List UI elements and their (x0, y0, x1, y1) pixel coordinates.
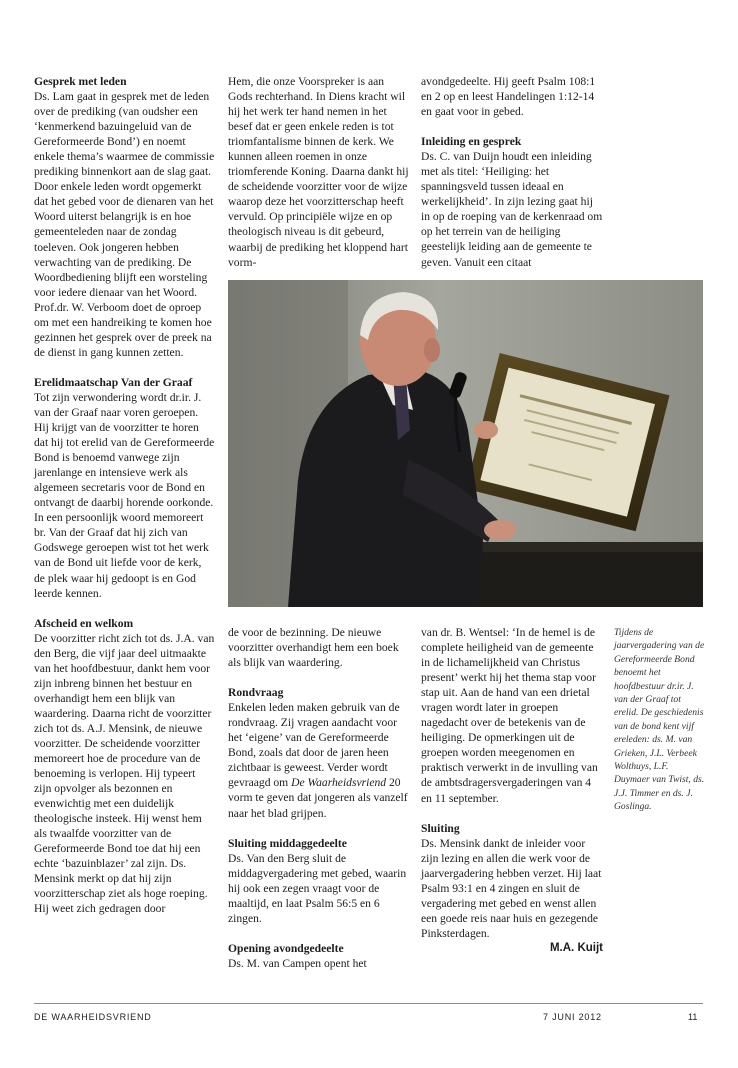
footer-rule (34, 1003, 703, 1004)
paragraph-bezinning: de voor de bezinning. De nieuwe voorzitter overhandigt hem een boek als blijk van waardering. (228, 626, 399, 670)
author-signature: M.A. Kuijt (549, 941, 603, 954)
heading-sluiting-middaggedeelte: Sluiting middaggedeelte (228, 836, 347, 850)
footer-publication: DE WAARHEIDSVRIEND (34, 1012, 152, 1022)
paragraph-gesprek-met-leden: Ds. Lam gaat in gesprek met de leden over de prediking (van oudsher een ‘kenmerkend bazuingeluid van de Gereformeerde Bond’) en noemt enkele thema’s waarmee de commissie prediking binnenkort aan de slag gaat. Door enkele leden wordt opgemerkt dat het gebed voor de dienaren van het Woord uiterst belangrijk is en hoe gemeenteleden naar de zondag toeleven. Ook jongeren hebben verwachting van de prediking. De Woordbediening blijft een worsteling voor iedere dienaar van het Woord. Prof.dr. W. Verboom doet de oproep om met een handreiking te komen hoe gezinnen het gesprek over de preek na de dienst in gang kunnen zetten. (34, 90, 215, 359)
paragraph-opening-avondgedeelte: Ds. M. van Campen opent het (228, 956, 367, 970)
heading-sluiting: Sluiting (421, 821, 460, 835)
heading-erelidmaatschap: Erelidmaatschap Van der Graaf (34, 375, 193, 389)
column-3-top (421, 74, 603, 270)
paragraph-erelidmaatschap: Tot zijn verwondering wordt dr.ir. J. van der Graaf naar voren geroepen. Hij krijgt van de voorzitter te horen dat hij tot erelid van de Gereformeerde Bond is benoemd vanwege zijn jarenlange en intensieve werk als algemeen secretaris voor de Bond en ontvangt de daarbij horende oorkonde. In een persoonlijk woord memoreert br. Van der Graaf dat hij zich van Godswege geroepen wist tot het werk van de Bond uit liefde voor de kerk, de plek waar hij gedoopt is en God leerde kennen. (34, 390, 215, 600)
paragraph-rondvraag (228, 700, 409, 820)
column-3-bottom (421, 625, 603, 956)
paragraph-avondgedeelte: avondgedeelte. Hij geeft Psalm 108:1 en 2 op en leest Handelingen 1:12-14 en gaat voor in gebed. (421, 75, 596, 119)
column-2-bottom (228, 625, 409, 971)
paragraph-sluiting-middaggedeelte: Ds. Van den Berg sluit de middagvergadering met gebed, waarin hij ook een zegen vraagt voor de maaltijd, en laat Psalm 56:5 en 6 zingen. (228, 851, 407, 925)
paragraph-inleiding: Ds. C. van Duijn houdt een inleiding met als titel: ‘Heiliging: het spanningsveld tussen ideaal en werkelijkheid’. In zijn lezing gaat hij in op de roeping van de kerkenraad om op het terrein van de heiliging geestelijk leiding aan de gemeente te geven. Vanuit een citaat (421, 150, 603, 269)
heading-afscheid-en-welkom: Afscheid en welkom (34, 616, 134, 630)
rondvraag-text-a: Enkelen leden maken gebruik van de rondvraag. Zij vragen aandacht voor het ‘eigene’ van de Gereformeerde Bond, zoals dat door de jaren heen zichtbaar is geweest. Verder wordt gevraagd om (228, 701, 400, 790)
paragraph-wentsel: van dr. B. Wentsel: ‘In de hemel is de complete heiligheid van de gemeente in de lichamelijkheid van Christus present’ werkt hij het thema stap voor stap uit. Aan de hand van een drietal vragen wordt later in groepen nagedacht over de betekenis van de heiliging. De opmerkingen uit de groepen worden meegenomen en praktisch verwerkt in de invulling van de ambtsdragersvergaderingen van 4 en 11 september. (421, 626, 598, 805)
paragraph-voorspreker: Hem, die onze Voorspreker is aan Gods rechterhand. In Diens kracht wil hij het werk ter hand nemen in het besef dat er geen enkele reden is tot triomfantalisme binnen de kerk. We kunnen alleen roemen in onze triomferende Koning. Daarna dankt hij de scheidende voorzitter voor de wijze waarop deze het voorzitterschap heeft vervuld. Op principiële wijze en op theologisch niveau is dit gebeurd, waarbij de prediking het kloppend hart vorm- (228, 75, 409, 269)
paragraph-sluiting: Ds. Mensink dankt de inleider voor zijn lezing en allen die werk voor de jaarvergadering hebben verzet. Hij laat Psalm 93:1 en 4 zingen en sluit de vergadering met gebed en wenst allen een goede reis naar huis en gezegende Pinksterdagen. (421, 836, 602, 940)
heading-gesprek-met-leden: Gesprek met leden (34, 75, 127, 88)
page-number: 11 (688, 1012, 698, 1022)
heading-opening-avondgedeelte: Opening avondgedeelte (228, 941, 344, 955)
column-2-top (228, 74, 409, 270)
heading-inleiding-en-gesprek: Inleiding en gesprek (421, 135, 522, 149)
paragraph-afscheid-en-welkom: De voorzitter richt zich tot ds. J.A. van den Berg, die vijf jaar deel uitmaakte van het hoofdbestuur, dankt hem voor zijn inbreng binnen het bestuur en overhandigt hem een blijk van waardering. Daarna richt de voorzitter zich tot ds. A.J. Mensink, de nieuwe voorzitter. De scheidende voorzitter memoreert hoe de procedure van de benoeming is verlopen. Hij typeert zijn opvolger als bezonnen en evenwichtig met een duidelijk theologische insteek. Hij wenst hem als twaalfde voorzitter van de Gereformeerde Bond toe dat hij een echte ‘bazuinblazer’ zal zijn. Ds. Mensink merkt op dat hij zijn voorzitterschap ziet als hoge roeping. Hij weet zich gedragen door (34, 631, 215, 916)
column-1 (34, 74, 215, 917)
rondvraag-italic: De Waarheidsvriend (291, 776, 387, 790)
photo-speaker-with-certificate (228, 280, 703, 607)
rondvraag-text-b: 20 vorm te geven dat jongeren als vanzelf naar het blad grijpen. (228, 776, 408, 820)
photo-caption: Tijdens de jaarvergadering van de Gereformeerde Bond benoemt het hoofdbestuur dr.ir. J. van der Graaf tot erelid. De geschiedenis van de bond kent vijf ereleden: ds. M. van Grieken, J.L. Verbeek Wolthuys, L.F. Duymaer van Twist, ds. J.J. Timmer en ds. J. Goslinga. (614, 627, 705, 813)
heading-rondvraag: Rondvraag (228, 686, 284, 700)
footer-date: 7 JUNI 2012 (543, 1012, 602, 1022)
